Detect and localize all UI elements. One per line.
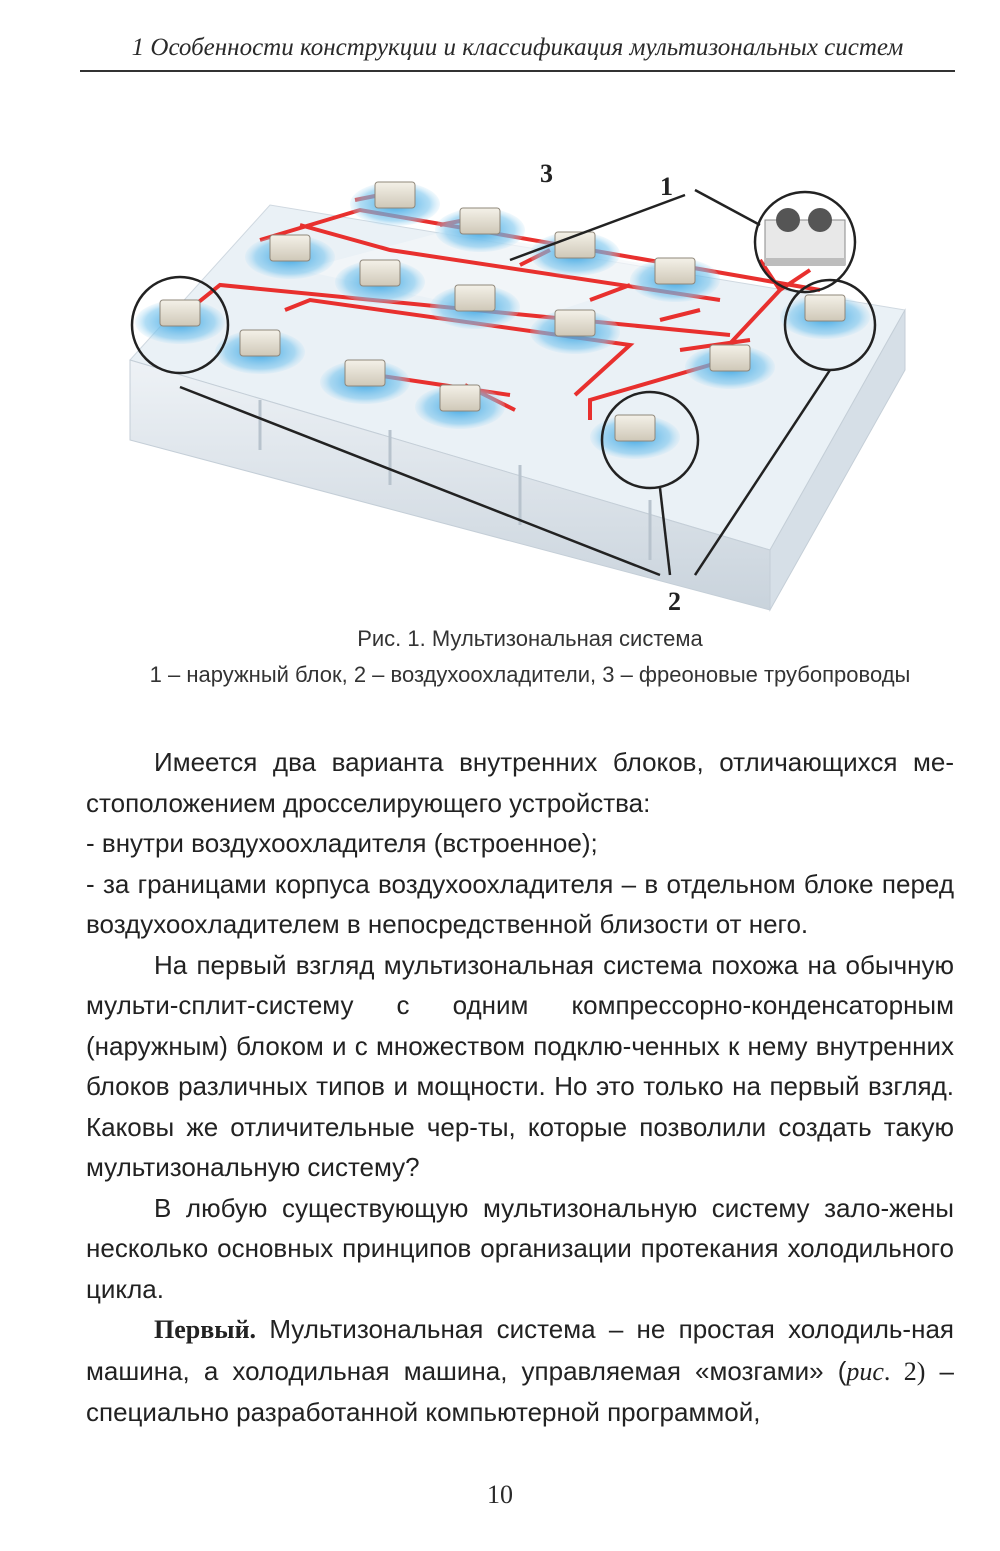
paragraph-4-tail: – специально разработанной компьютерной программой,	[86, 1355, 954, 1427]
figure-reference	[846, 1357, 925, 1386]
body-text	[86, 742, 954, 1433]
outdoor-unit	[765, 208, 845, 266]
header-rule	[80, 70, 955, 72]
page-number: 10	[487, 1480, 513, 1509]
paragraph-lead: Первый.	[154, 1315, 257, 1344]
running-header: 1 Особенности конструкции и классификация мультизональных систем	[131, 34, 904, 61]
paragraph-2: На первый взгляд мультизональная система похожа на обычную мульти-сплит-систему с одним компрессорно-конденсаторным (наружным) блоком и с множеством подклю-ченных к нему внутренних блоков различных типов и мощности. Но это только на первый взгляд. Каковы же отличительные чер-ты, которые позволили создать такую мультизональную систему?	[86, 949, 954, 1182]
figure-reference-abbr: рис	[846, 1356, 884, 1386]
figure-reference-number: . 2)	[883, 1356, 926, 1386]
callout-label-2: 2	[668, 587, 681, 616]
figure-caption-title: Рис. 1. Мультизональная система	[357, 626, 703, 651]
callout-label-3: 3	[540, 159, 553, 188]
paragraph-4-text: Мультизональная система – не простая холодиль-ная машина, а холодильная машина, управляемая «мозгами» (	[86, 1314, 954, 1386]
vrf-system-illustration	[120, 150, 910, 620]
paragraph-1: Имеется два варианта внутренних блоков, отличающихся ме-стоположением дросселирующего устройства:	[86, 747, 954, 818]
callout-label-1: 1	[660, 172, 673, 201]
paragraph-4	[86, 1309, 954, 1433]
figure-caption-legend: 1 – наружный блок, 2 – воздухоохладители, 3 – фреоновые трубопроводы	[149, 662, 911, 687]
paragraph-3: В любую существующую мультизональную систему зало-жены несколько основных принципов организации протекания холодильного цикла.	[86, 1192, 954, 1304]
list-item: - внутри воздухоохладителя (встроенное);	[86, 828, 598, 858]
list-item: - за границами корпуса воздухоохладителя – в отдельном блоке перед воздухоохладителем в непосредственной близости от него.	[86, 868, 954, 939]
